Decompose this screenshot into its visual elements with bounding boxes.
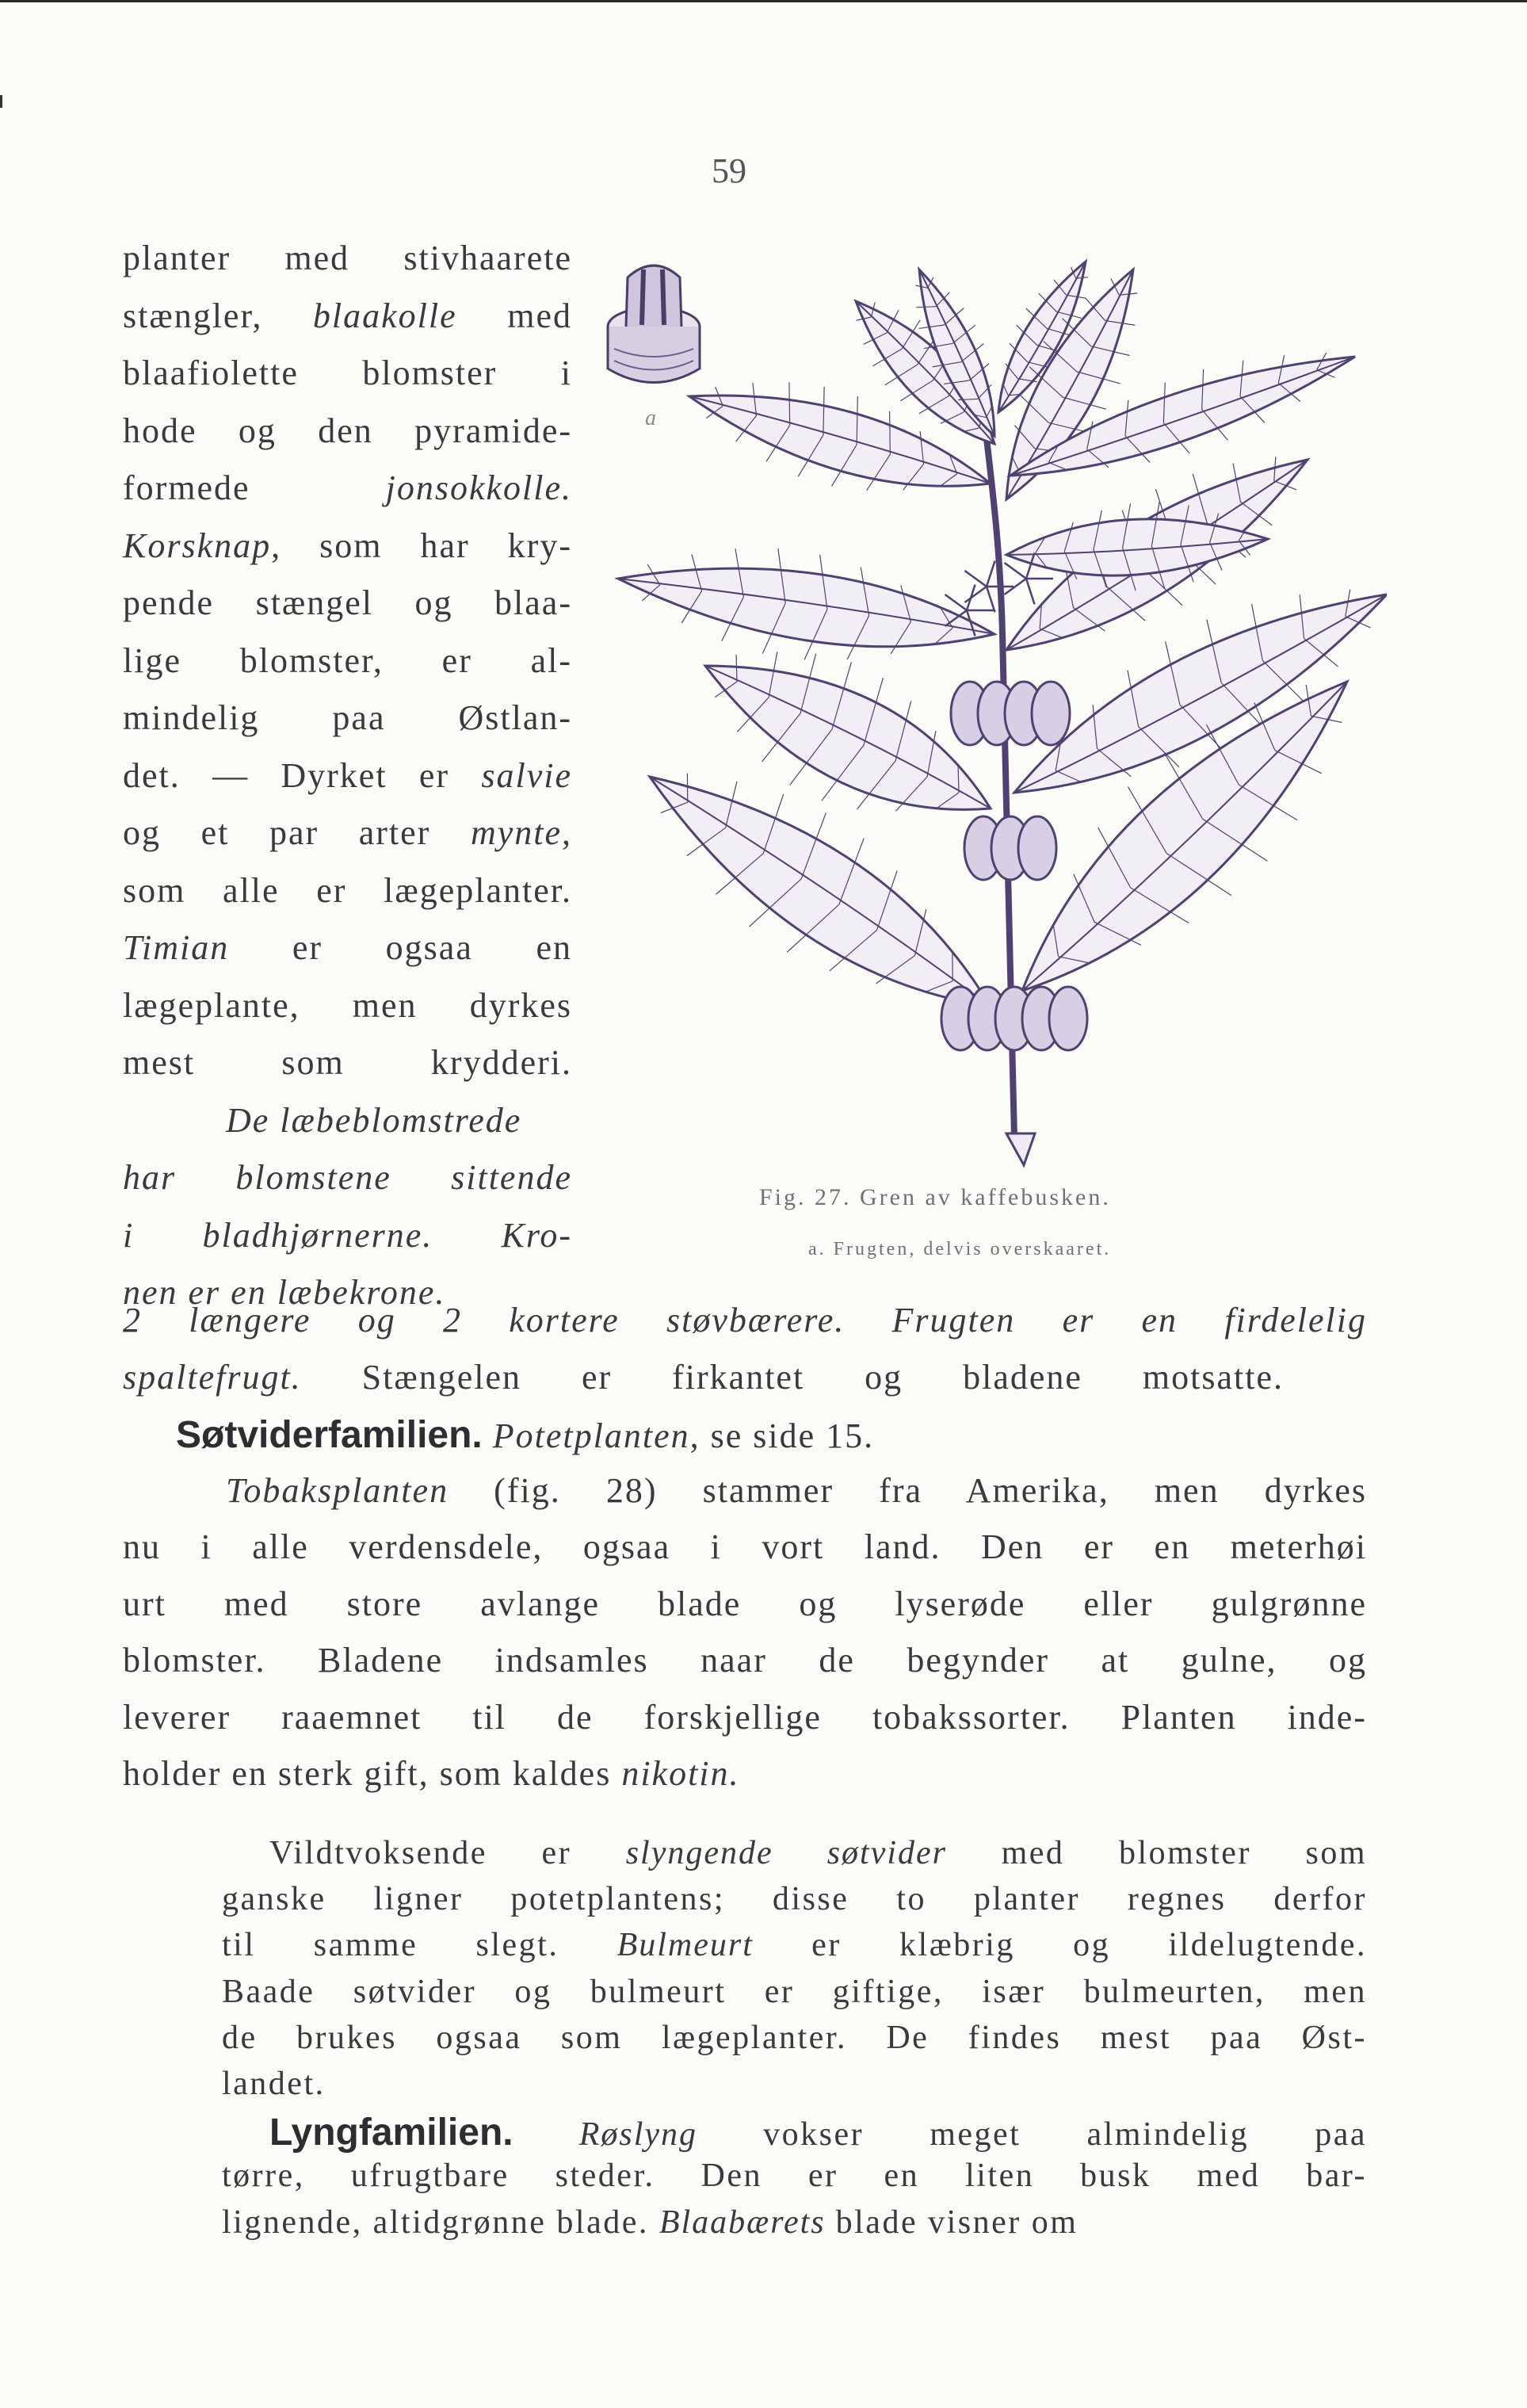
left-column-line [123,1157,572,1198]
page-number: 59 [712,151,746,190]
text-run: til samme slegt. [222,1927,617,1964]
page-top-edge [0,0,1527,2]
text-run: nu i alle verdensdele, ogsaa i vort land. Den er en meterhøi [123,1527,1367,1566]
flower-petal [987,587,995,612]
text-run: de brukes ogsaa som lægeplanter. De findes mest paa Øst- [222,2019,1367,2056]
text-run: lignende, altidgrønne blade. [222,2204,659,2241]
text-run: lige blomster, er al- [123,640,572,680]
branch-drawing [618,262,1387,1137]
text-run: er klæbrig og ildelugtende. [753,1927,1367,1964]
small-print-line [269,2111,1367,2154]
text-run: er ogsaa en [229,928,572,967]
text-run: Potetplanten [492,1416,690,1455]
text-run: som alle er lægeplanter. [123,870,572,910]
text-run: med blomster som [947,1835,1367,1871]
text-run: 2 længere og 2 kortere støvbærere. Frugten er en firdelelig [123,1301,1367,1340]
flower-petal [1026,579,1035,604]
text-run: tørre, ufrugtbare steder. Den er en liten busk med bar- [222,2158,1367,2195]
text-run: slyngende søtvider [625,1835,948,1871]
body-line [123,1527,1367,1567]
flower-petal [1004,563,1026,579]
figure-label-a: a [645,406,656,430]
body-line [123,1697,1367,1737]
text-run: Lyngfamilien. [269,2112,513,2154]
text-run: Tobaksplanten [226,1470,449,1510]
coffee-branch-illustration [594,238,1387,1189]
text-run: , som har kry- [271,526,572,565]
left-column-line [123,927,572,968]
small-print-line [222,1880,1367,1918]
left-column-line [123,698,572,738]
text-run: planter med stivhaarete [123,239,572,277]
small-print-line [222,2019,1367,2057]
figure-caption: Fig. 27. Gren av kaffebusken. [759,1184,1111,1210]
body-line [123,1357,1284,1397]
left-column-line [123,640,572,681]
text-run: hode og den pyramide- [123,411,572,450]
leaf-vein [890,411,891,454]
left-column-line [123,353,572,393]
text-run: har blomstene sittende [123,1158,572,1197]
left-column-line [123,583,572,623]
text-run: med [456,296,572,335]
body-line [226,1470,1367,1511]
text-run [513,2116,579,2153]
body-line [123,1300,1367,1340]
flower-petal [964,571,987,587]
text-run: jonsokkolle. [385,468,572,507]
margin-mark [0,95,2,108]
left-column-line [123,411,572,451]
text-run: formede [123,468,386,507]
text-run: Bulmeurt [617,1927,754,1964]
leaf [1006,519,1268,575]
body-line [123,1584,1367,1624]
small-print-line [222,2065,1367,2103]
text-run: Timian [123,928,230,967]
text-run: salvie [481,755,572,795]
leaf [618,568,994,647]
text-run: mest som krydderi. [123,1043,572,1082]
left-column-line [123,238,572,278]
text-run: Søtviderfamilien. [176,1414,483,1456]
text-run: blade visner om [825,2204,1078,2241]
text-run: mindelig paa Østlan- [123,698,572,737]
leaf-vein [789,382,790,425]
left-column-line [123,468,572,508]
text-run: og et par arter [123,813,471,852]
body-line [123,1753,740,1794]
small-print-line [222,1973,1367,2011]
text-run: Korsknap [123,526,272,565]
text-run: pende stængel og blaa- [123,583,572,622]
coffee-berry [1049,987,1087,1050]
text-run: leverer raaemnet til de forskjellige tobakssorter. Planten inde- [123,1697,1367,1737]
left-column-line [123,296,572,336]
left-column-line [226,1100,521,1141]
body-line [123,1640,1367,1680]
text-run: , se side 15. [689,1416,875,1455]
left-column-line [123,526,572,566]
small-print-line [222,1926,1367,1964]
text-run: (fig. 28) stammer fra Amerika, men dyrkes [449,1470,1367,1510]
leaf [705,666,991,809]
fruit-cross-section-figure [608,266,700,383]
text-run: Stængelen er firkantet og bladene motsatte. [301,1357,1284,1397]
text-run: det. — Dyrket er [123,755,482,795]
text-run: Røslyng [578,2116,698,2154]
text-run: urt med store avlange blade og lyserøde eller gulgrønne [123,1584,1367,1623]
left-column-line [123,985,572,1026]
text-run: vokser meget almindelig paa [697,2116,1367,2154]
left-column-line [123,812,572,853]
text-run: landet. [222,2066,326,2102]
left-column-line [123,1042,572,1083]
text-run: blaakolle [312,296,457,335]
text-run: nikotin. [621,1754,740,1793]
small-print-line [222,2157,1367,2195]
flower-petal [967,585,975,610]
small-print-line [222,2204,1078,2242]
leaf [650,777,991,1007]
text-run: holder en sterk gift, som kaldes [123,1754,622,1793]
text-run: i bladhjørnerne. Kro- [123,1215,572,1255]
text-run: lægeplante, men dyrkes [123,985,572,1025]
text-run: spaltefrugt. [123,1357,302,1397]
flower-petal [964,587,987,602]
text-run: stængler, [123,296,313,335]
text-run: blaafiolette blomster i [123,354,572,392]
coffee-berry [1032,682,1070,745]
coffee-berry [1018,816,1056,880]
text-run: mynte [470,813,562,852]
left-column-line [123,755,572,796]
text-run: Vildtvoksende er [269,1835,626,1871]
flower-petal [987,561,995,587]
text-run: Blaabærets [659,2204,826,2241]
text-run: Baade søtvider og bulmeurt er giftige, især bulmeurten, men [222,1973,1367,2010]
branch-stem-end [1006,1133,1035,1165]
figure-caption-sub: a. Frugten, delvis overskaaret. [808,1239,1112,1259]
flower-petal [945,594,967,610]
body-line [176,1413,874,1457]
text-run: , [562,813,572,852]
text-run [483,1416,493,1455]
small-print-line [269,1834,1367,1872]
left-column-line [123,1215,572,1256]
left-column-line [123,870,572,911]
text-run: nen er en læbekrone. [123,1273,446,1312]
text-run: De læbeblomstrede [226,1100,522,1140]
text-run: blomster. Bladene indsamles naar de begynder at gulne, og [123,1641,1367,1680]
text-run: ganske ligner potetplantens; disse to planter regnes derfor [222,1881,1367,1918]
